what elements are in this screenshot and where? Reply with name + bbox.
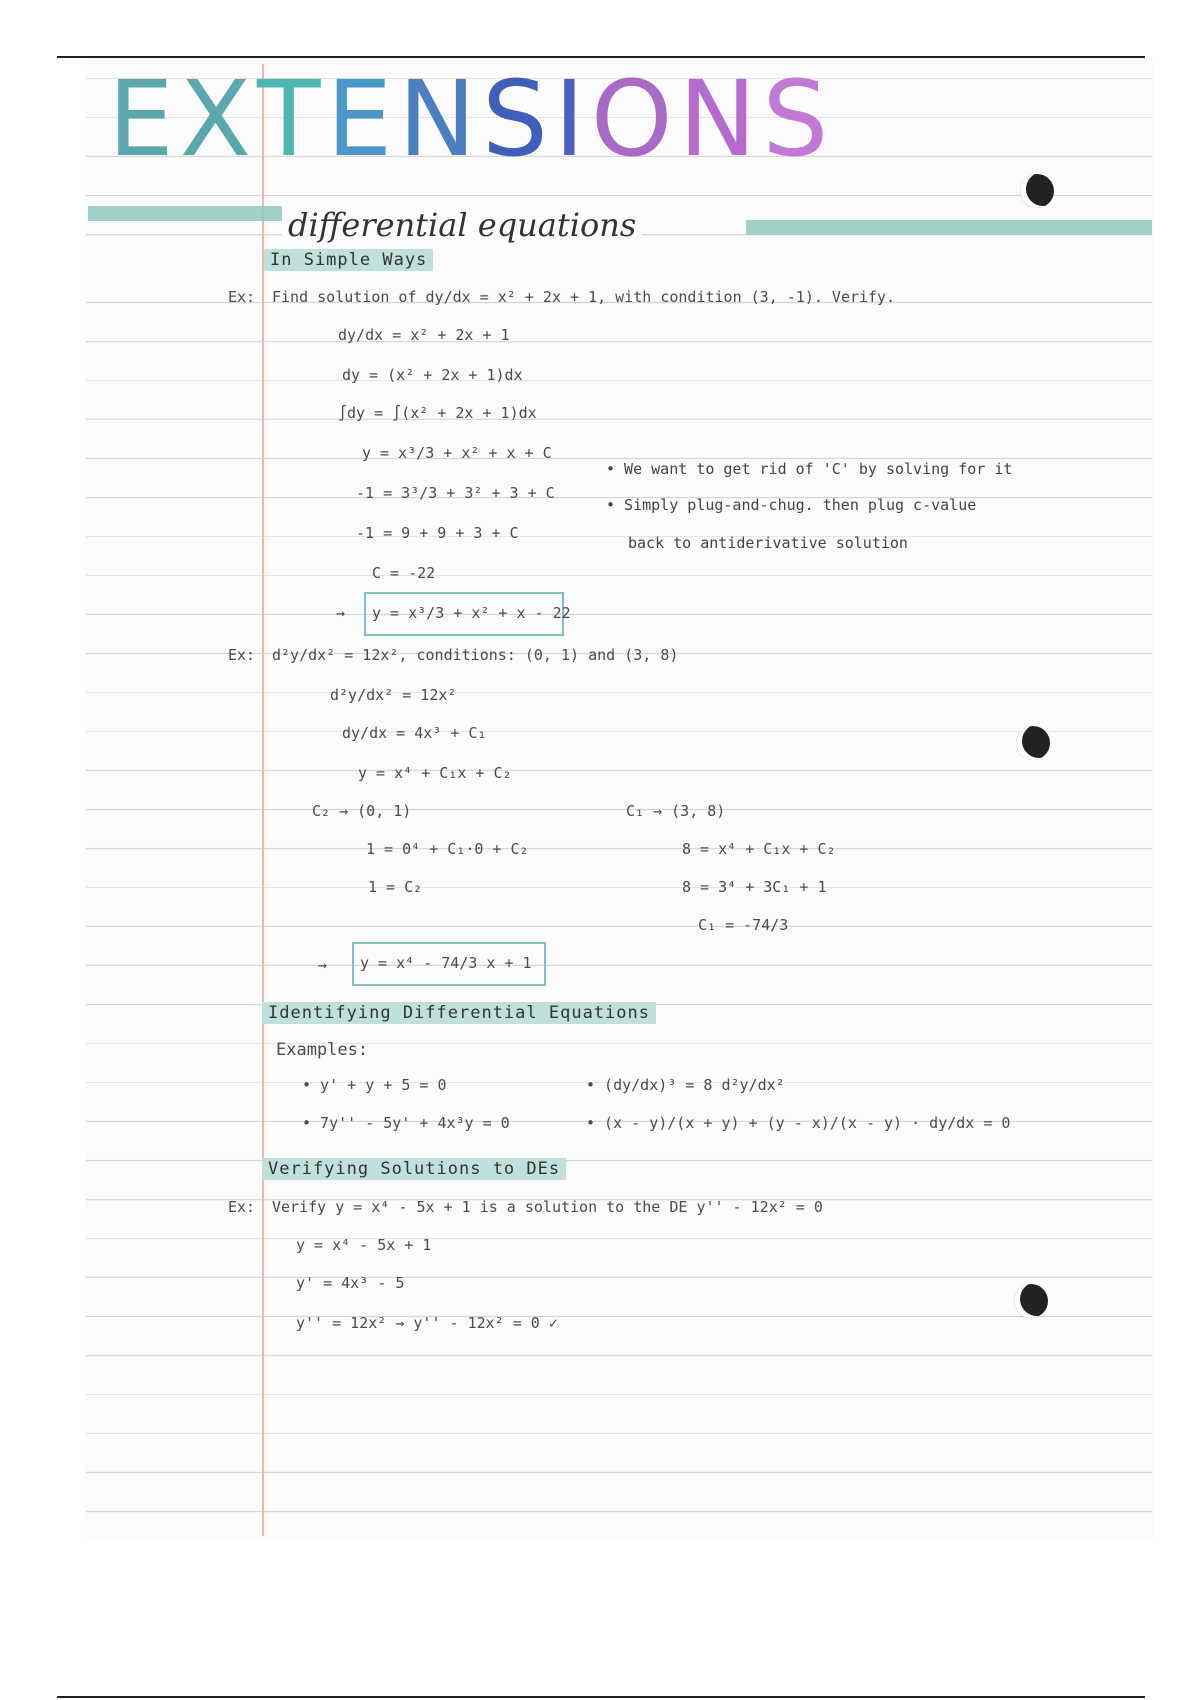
work-line: y = x³/3 + x² + x + C [362, 444, 552, 462]
verify-prompt: Verify y = x⁴ - 5x + 1 is a solution to the DE y'' - 12x² = 0 [272, 1198, 823, 1216]
title-letter: E [108, 64, 180, 180]
binder-hole [1020, 174, 1054, 208]
work-line: y = x⁴ - 5x + 1 [296, 1236, 432, 1254]
title-letter: E [326, 64, 399, 180]
heading-band-right [746, 220, 1152, 235]
work-line: 1 = 0⁴ + C₁·0 + C₂ [366, 840, 529, 858]
title-letter: N [398, 64, 483, 180]
subsection-label-identify: Identifying Differential Equations [262, 1002, 656, 1024]
de-example: • y' + y + 5 = 0 [302, 1076, 447, 1094]
example-prefix: Ex: [228, 1198, 256, 1216]
result-arrow: → [336, 604, 346, 622]
de-example: • (x - y)/(x + y) + (y - x)/(x - y) · dy/dx = 0 [586, 1114, 1011, 1132]
work-line: dy/dx = x² + 2x + 1 [338, 326, 510, 344]
work-line: 8 = x⁴ + C₁x + C₂ [682, 840, 836, 858]
work-line: y'' = 12x² → y'' - 12x² = 0 ✓ [296, 1314, 558, 1332]
notebook-page [86, 64, 1152, 1536]
title-letter: N [678, 64, 763, 180]
side-note: • Simply plug-and-chug. then plug c-value [606, 496, 977, 514]
work-line: C = -22 [372, 564, 436, 582]
work-line: dy/dx = 4x³ + C₁ [342, 724, 487, 742]
margin-line [262, 64, 264, 1536]
examples-label: Examples: [276, 1040, 369, 1060]
side-note: back to antiderivative solution [628, 534, 908, 552]
example-1-prompt: Find solution of dy/dx = x² + 2x + 1, with condition (3, -1). Verify. [272, 288, 896, 306]
de-example: • (dy/dx)³ = 8 d²y/dx² [586, 1076, 785, 1094]
work-line: -1 = 3³/3 + 3² + 3 + C [356, 484, 555, 502]
bottom-rule [57, 1696, 1145, 1698]
work-line: C₂ → (0, 1) [312, 802, 412, 820]
example-prefix: Ex: [228, 288, 256, 306]
answer-1: y = x³/3 + x² + x - 22 [372, 604, 571, 622]
title-letter: O [590, 64, 679, 180]
work-line: -1 = 9 + 9 + 3 + C [356, 524, 519, 542]
side-note: • We want to get rid of 'C' by solving for it [606, 460, 1013, 478]
title-letter: S [762, 64, 835, 180]
title-letter: S [482, 64, 555, 180]
subsection-label-simple: In Simple Ways [264, 249, 433, 271]
work-line: C₁ = -74/3 [698, 916, 789, 934]
example-2-prompt: d²y/dx² = 12x², conditions: (0, 1) and (3, 8) [272, 646, 679, 664]
title-letter: I [554, 64, 591, 180]
top-rule [57, 56, 1145, 58]
binder-hole [1014, 1284, 1048, 1318]
work-line: y = x⁴ + C₁x + C₂ [358, 764, 512, 782]
title-letter: T [256, 64, 327, 180]
work-line: 1 = C₂ [368, 878, 423, 896]
section-heading: differential equations [282, 206, 642, 244]
answer-2: y = x⁴ - 74/3 x + 1 [360, 954, 532, 972]
heading-band-left [88, 206, 288, 221]
subsection-label-verify: Verifying Solutions to DEs [262, 1158, 566, 1180]
work-line: 8 = 3⁴ + 3C₁ + 1 [682, 878, 827, 896]
binder-hole [1016, 726, 1050, 760]
work-line: y' = 4x³ - 5 [296, 1274, 405, 1292]
work-line: dy = (x² + 2x + 1)dx [342, 366, 523, 384]
example-prefix: Ex: [228, 646, 256, 664]
work-line: ∫dy = ∫(x² + 2x + 1)dx [338, 404, 537, 422]
page-title [108, 64, 835, 180]
de-example: • 7y'' - 5y' + 4x³y = 0 [302, 1114, 510, 1132]
title-letter: X [179, 64, 257, 180]
work-line: d²y/dx² = 12x² [330, 686, 457, 704]
work-line: C₁ → (3, 8) [626, 802, 726, 820]
result-arrow: → [318, 956, 328, 974]
